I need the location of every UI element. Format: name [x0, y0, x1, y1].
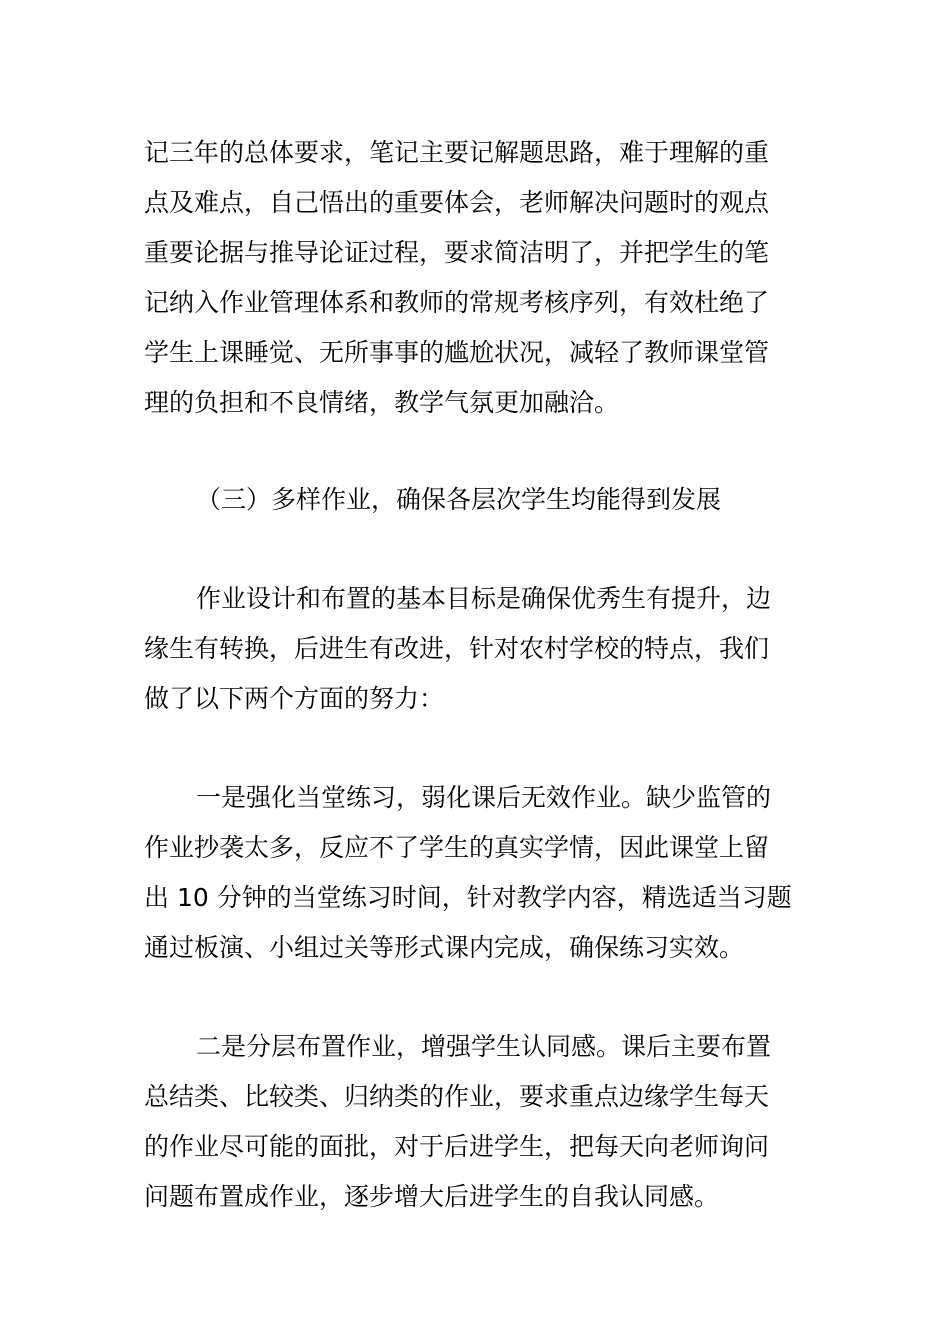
- text-line: 出 10 分钟的当堂练习时间，针对教学内容，精选适当习题: [144, 883, 792, 912]
- text-line: 重要论据与推导论证过程，要求简洁明了，并把学生的笔: [144, 238, 770, 267]
- text-line: 问题布置成作业，逐步增大后进学生的自我认同感。: [144, 1182, 720, 1211]
- text-line: 理的负担和不良情绪，教学气氛更加融洽。: [144, 388, 620, 417]
- text-line: 通过板演、小组过关等形式课内完成，确保练习实效。: [144, 933, 745, 962]
- text-line: 做了以下两个方面的努力：: [144, 684, 445, 713]
- section-heading-text: （三）多样作业，确保各层次学生均能得到发展: [196, 485, 722, 514]
- text-line: 点及难点，自己悟出的重要体会，老师解决问题时的观点: [144, 188, 770, 217]
- text-line: 缘生有转换，后进生有改进，针对农村学校的特点，我们: [144, 634, 770, 663]
- text-line: 的作业尽可能的面批，对于后进学生，把每天向老师询问: [144, 1132, 770, 1161]
- text-line: 记纳入作业管理体系和教师的常规考核序列，有效杜绝了: [144, 288, 770, 317]
- text-line: 记三年的总体要求，笔记主要记解题思路，难于理解的重: [144, 138, 770, 167]
- text-line: 作业设计和布置的基本目标是确保优秀生有提升，边: [196, 584, 772, 613]
- section-heading: [144, 475, 814, 525]
- text-line: 作业抄袭太多，反应不了学生的真实学情，因此课堂上留: [144, 833, 770, 862]
- paragraph-layered-homework: [144, 1022, 814, 1222]
- text-line: 一是强化当堂练习，弱化课后无效作业。缺少监管的: [196, 783, 772, 812]
- paragraph-homework-goals: [144, 574, 814, 724]
- paragraph-notes: [144, 128, 814, 428]
- text-line: 二是分层布置作业，增强学生认同感。课后主要布置: [196, 1032, 772, 1061]
- text-line: 总结类、比较类、归纳类的作业，要求重点边缘学生每天: [144, 1082, 770, 1111]
- paragraph-classroom-practice: [144, 773, 814, 973]
- text-line: 学生上课睡觉、无所事事的尴尬状况，减轻了教师课堂管: [144, 338, 770, 367]
